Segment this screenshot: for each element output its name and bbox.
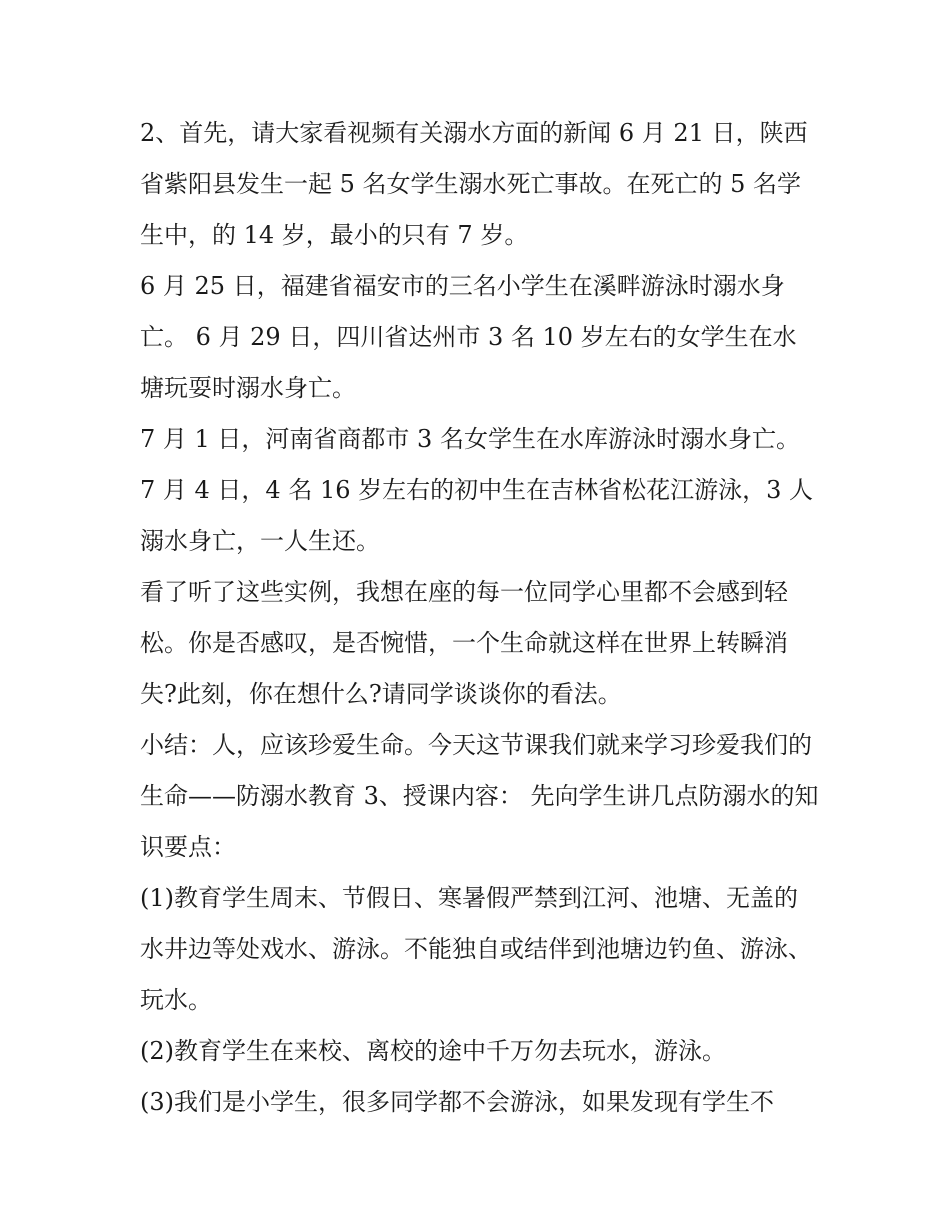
document-body (140, 108, 820, 1128)
paragraph-reflection: 看了听了这些实例，我想在座的每一位同学心里都不会感到轻松。你是否感叹，是否惋惜，一个生命就这样在世界上转瞬消失?此刻，你在想什么?请同学谈谈你的看法。 (140, 578, 788, 708)
paragraph-point-1: (1)教育学生周末、节假日、寒暑假严禁到江河、池塘、无盖的水井边等处戏水、游泳。不能独自或结伴到池塘边钓鱼、游泳、玩水。 (140, 884, 812, 1014)
paragraph-news-intro: 2、首先，请大家看视频有关溺水方面的新闻 6 月 21 日，陕西省紫阳县发生一起 5 名女学生溺水死亡事故。在死亡的 5 名学生中，的 14 岁，最小的只有 7 岁。 (140, 119, 808, 249)
paragraph-fuan-dazhou: 6 月 25 日，福建省福安市的三名小学生在溪畔游泳时溺水身亡。 6 月 29 日，四川省达州市 3 名 10 岁左右的女学生在水塘玩耍时溺水身亡。 (140, 272, 797, 402)
paragraph-point-2: (2)教育学生在来校、离校的途中千万勿去玩水，游泳。 (140, 1037, 726, 1065)
paragraph-shangdu: 7 月 1 日，河南省商都市 3 名女学生在水库游泳时溺水身亡。 (140, 425, 800, 453)
paragraph-songhua-river: 7 月 4 日，4 名 16 岁左右的初中生在吉林省松花江游泳，3 人溺水身亡，一人生还。 (140, 476, 814, 555)
paragraph-point-3: (3)我们是小学生，很多同学都不会游泳，如果发现有学生不 (140, 1088, 774, 1116)
paragraph-summary: 小结：人，应该珍爱生命。今天这节课我们就来学习珍爱我们的生命——防溺水教育 3、授课内容： 先向学生讲几点防溺水的知识要点： (140, 731, 819, 861)
